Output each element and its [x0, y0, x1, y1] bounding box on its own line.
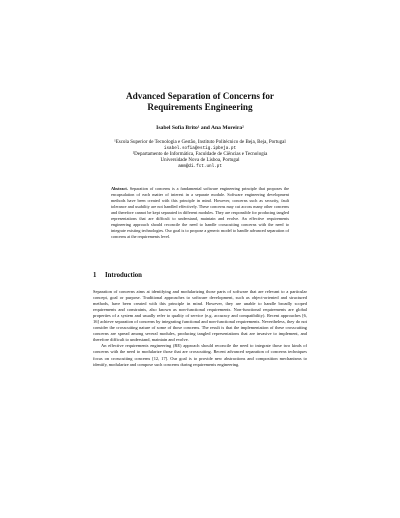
- affiliation-2-line-1: ²Departamento de Informática, Faculdade de Ciências e Tecnologia: [132, 152, 268, 157]
- abstract-text: Separation of concerns is a fundamental software engineering principle that proposes the encapsulation of each matter of interest in a separate module. Software engineering development methods have been created with this principle in mind. However, concerns such as security, fault tolerance and usability are not handled effectively. These concerns may cut across many other concerns and therefore cannot be kept separated in different modules. They are responsible for producing tangled representations that are difficult to understand, maintain and evolve. An effective requirements engineering approach should reconcile the need to handle crosscutting concerns with the need to integrate existing technologies. Our goal is to propose a generic model to handle advanced separation of concerns at the requirements level.: [111, 186, 289, 239]
- paragraph-1: Separation of concerns aims at identifying and modularizing those parts of software that are relevant to a particular concept, goal or purpose. Traditional approaches to software development, such as object-oriented and structured methods, have been created with this principle in mind. However, they are unable to handle broadly scoped requirements and constraints, also known as non-functional requirements. Non-functional requirements are global properties of a system and usually refer to quality of service (e.g. accuracy and compatibility). Recent approaches [6, 16] achieve separation of concerns by integrating functional and non-functional requirements. Nevertheless, they do not consider the crosscutting nature of some of those concerns. The result is that the implementation of these crosscutting concerns are spread among several modules, producing tangled representations that are invasive to implement, and therefore difficult to understand, maintain and evolve.: [93, 289, 307, 343]
- section-number: 1: [93, 272, 97, 279]
- author-list: Isabel Sofia Brito¹ and Ana Moreira²: [156, 125, 244, 131]
- paper-title: [60, 91, 340, 113]
- title-line-2: Requirements Engineering: [147, 102, 253, 112]
- title-line-1: Advanced Separation of Concerns for: [125, 91, 274, 101]
- abstract-label: Abstract.: [111, 186, 128, 191]
- affiliation-1-email: isabel.sofia@estig.ipbeja.pt: [163, 146, 237, 151]
- affiliation-1: ¹Escola Superior de Tecnologia e Gestão, Instituto Politécnico de Beja, Beja, Portugal: [114, 140, 286, 145]
- section-title: Introduction: [105, 272, 142, 279]
- affiliation-2-email: amm@di.fct.unl.pt: [178, 164, 222, 169]
- section-heading: [93, 272, 313, 280]
- affiliation-2-line-2: Universidade Nova de Lisboa, Portugal: [160, 158, 240, 163]
- paragraph-2: An effective requirements engineering (RE) approach should reconcile the need to integrate those two kinds of concerns with the need to modularize those that are crosscutting. Recent advanced separation of concerns techniques focus on crosscutting concerns [12, 17]. Our goal is to provide new abstractions and composition mechanisms to identify, modularize and compose such concerns during requirements engineering.: [93, 343, 307, 367]
- section-body: [93, 289, 307, 368]
- abstract: [111, 186, 289, 240]
